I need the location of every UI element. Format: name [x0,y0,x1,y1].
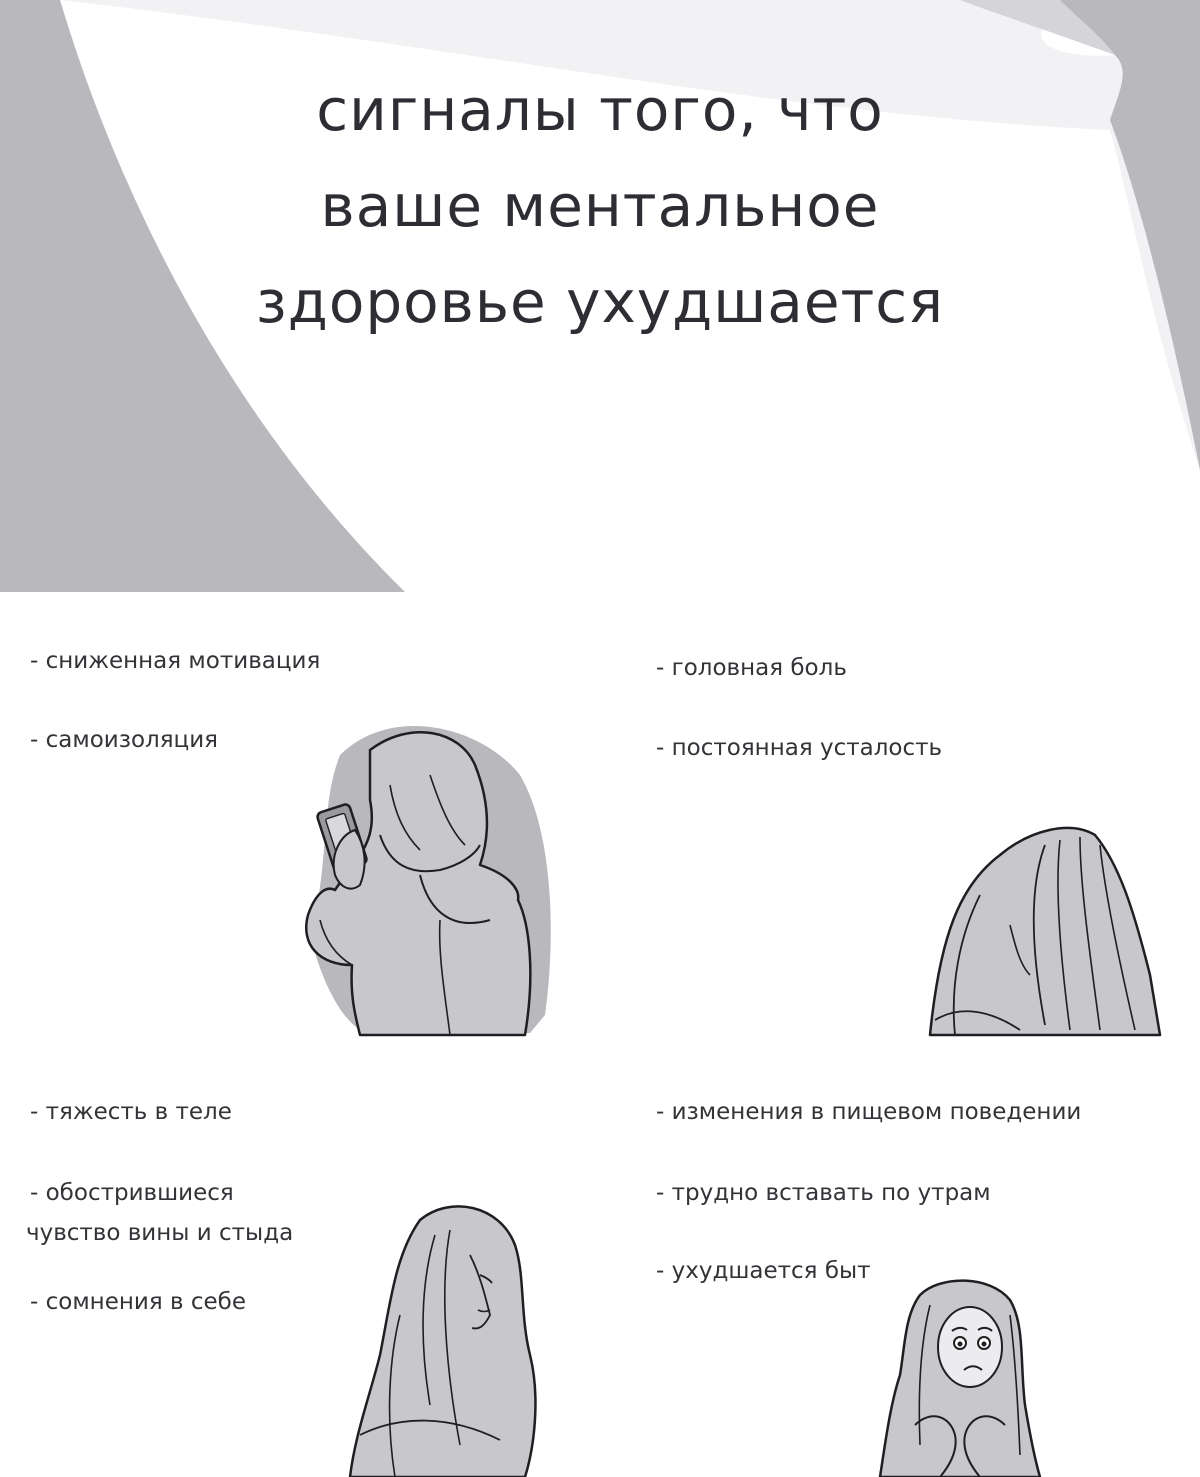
hooded-person-with-phone-illustration [280,715,560,1040]
signal-item: - сниженная мотивация [30,648,321,674]
title-line-3: здоровье ухудшается [255,268,945,336]
signal-item: чувство вины и стыда [26,1220,294,1246]
signal-item: - трудно вставать по утрам [656,1180,991,1206]
title-line-2: ваше ментальное [320,172,880,240]
signal-item: - самоизоляция [30,727,218,753]
signal-item: - ухудшается быт [656,1258,871,1284]
signal-item: - головная боль [656,655,847,681]
signal-item: - изменения в пищевом поведении [656,1099,1082,1125]
anxious-person-illustration [860,1275,1060,1477]
signal-item: - сомнения в себе [30,1289,246,1315]
page-title [0,62,1200,350]
signal-item: - обострившиеся [30,1180,234,1206]
bent-over-tired-person-illustration [920,825,1165,1040]
sad-long-haired-person-illustration [340,1195,550,1477]
signal-item: - постоянная усталость [656,735,943,761]
signal-item: - тяжесть в теле [30,1099,232,1125]
title-line-1: сигналы того, что [316,76,884,144]
